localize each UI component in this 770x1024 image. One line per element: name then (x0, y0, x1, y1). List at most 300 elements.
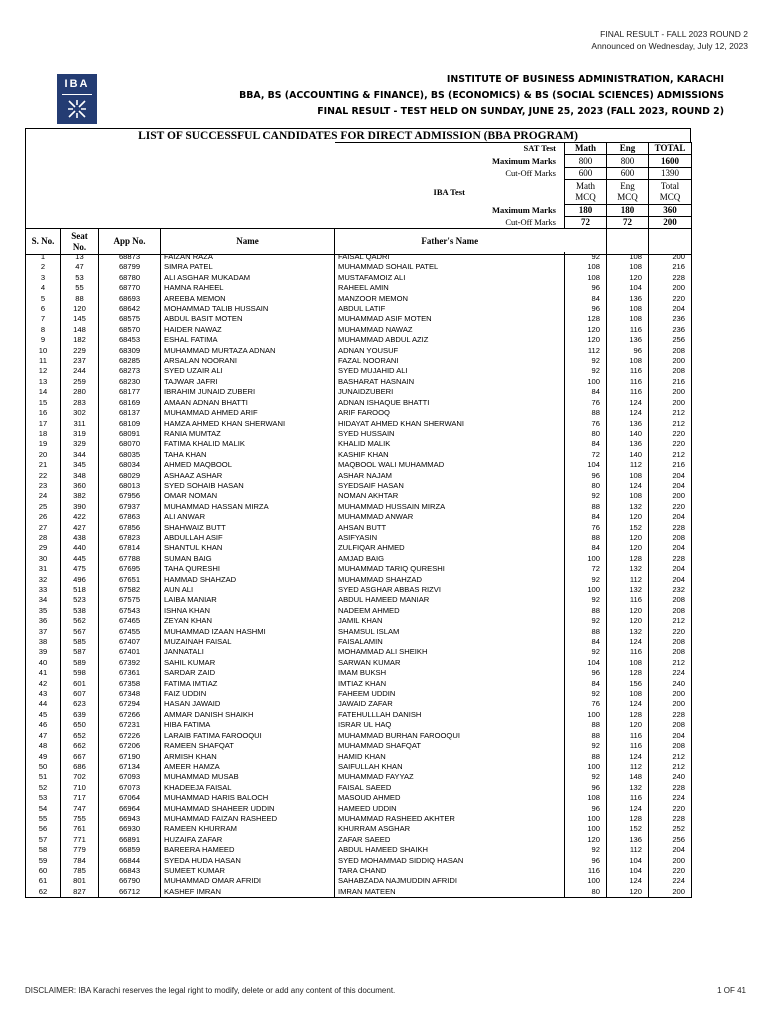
cell-father-name: MUHAMMAD RASHEED AKHTER (335, 814, 565, 824)
cell-math-mcq: 96 (565, 783, 607, 793)
cell-total-mcq: 228 (649, 783, 692, 793)
cell-app-no: 67788 (99, 554, 161, 564)
cell-sno: 45 (26, 710, 61, 720)
cell-eng-mcq: 116 (607, 741, 649, 751)
cell-total-mcq: 212 (649, 762, 692, 772)
cell-seat-no: 686 (61, 762, 99, 772)
col-name-header: Name (161, 229, 335, 255)
cell-sno: 15 (26, 398, 61, 408)
cell-eng-mcq: 108 (607, 491, 649, 501)
cell-total-mcq: 228 (649, 273, 692, 283)
table-row (26, 366, 692, 376)
table-row (26, 814, 692, 824)
cell-total-mcq: 212 (649, 616, 692, 626)
cell-math-mcq: 80 (565, 481, 607, 491)
cell-math-mcq: 84 (565, 294, 607, 304)
cell-math-mcq: 96 (565, 283, 607, 293)
cell-sno: 24 (26, 491, 61, 501)
sat-eng-header: Eng (607, 143, 649, 155)
cell-sno: 51 (26, 772, 61, 782)
cell-name: RANIA MUMTAZ (161, 429, 335, 439)
cell-eng-mcq: 120 (607, 533, 649, 543)
list-title: LIST OF SUCCESSFUL CANDIDATES FOR DIRECT ADMISSION (BBA PROGRAM) (25, 128, 691, 143)
table-row (26, 575, 692, 585)
sat-math-header: Math (565, 143, 607, 155)
cell-math-mcq: 92 (565, 689, 607, 699)
cell-sno: 7 (26, 314, 61, 324)
logo-emblem-icon (67, 99, 87, 119)
page-number: 1 OF 41 (717, 986, 746, 995)
cell-sno: 55 (26, 814, 61, 824)
cell-sno: 20 (26, 450, 61, 460)
table-row (26, 637, 692, 647)
cell-total-mcq: 200 (649, 689, 692, 699)
cell-seat-no: 601 (61, 679, 99, 689)
cell-eng-mcq: 120 (607, 273, 649, 283)
cell-app-no: 68013 (99, 481, 161, 491)
cell-math-mcq: 84 (565, 679, 607, 689)
mcq-eng-header: Eng MCQ (607, 180, 649, 205)
cell-eng-mcq: 132 (607, 783, 649, 793)
table-row (26, 783, 692, 793)
cell-father-name: ISRAR UL HAQ (335, 720, 565, 730)
table-row (26, 512, 692, 522)
score-header-table (25, 142, 692, 255)
col-seat-header: Seat No. (61, 229, 99, 255)
cell-father-name: ABDUL HAMEED SHAIKH (335, 845, 565, 855)
cell-father-name: MUHAMMAD SHAHZAD (335, 575, 565, 585)
cell-name: SIMRA PATEL (161, 262, 335, 272)
cell-app-no: 67863 (99, 512, 161, 522)
sat-math-max: 800 (565, 155, 607, 168)
cell-app-no: 68780 (99, 273, 161, 283)
cell-father-name: MUHAMMAD SOHAIL PATEL (335, 262, 565, 272)
cell-sno: 44 (26, 699, 61, 709)
cell-app-no: 67073 (99, 783, 161, 793)
table-row (26, 772, 692, 782)
cell-name: HAIDER NAWAZ (161, 325, 335, 335)
cell-math-mcq: 104 (565, 658, 607, 668)
sat-total-cutoff: 1390 (649, 168, 692, 180)
cell-math-mcq: 76 (565, 398, 607, 408)
cell-seat-no: 283 (61, 398, 99, 408)
cell-math-mcq: 92 (565, 647, 607, 657)
table-row (26, 460, 692, 470)
table-row (26, 616, 692, 626)
cell-seat-no: 88 (61, 294, 99, 304)
cell-math-mcq: 120 (565, 835, 607, 845)
table-row (26, 856, 692, 866)
table-row (26, 710, 692, 720)
cell-father-name: FATEHULLLAH DANISH (335, 710, 565, 720)
cell-name: ABDUL BASIT MOTEN (161, 314, 335, 324)
cell-sno: 52 (26, 783, 61, 793)
cell-seat-no: 390 (61, 502, 99, 512)
cell-name: HASAN JAWAID (161, 699, 335, 709)
cell-total-mcq: 236 (649, 325, 692, 335)
cell-total-mcq: 228 (649, 710, 692, 720)
cell-app-no: 68230 (99, 377, 161, 387)
cell-name: MUHAMMAD HARIS BALOCH (161, 793, 335, 803)
cell-sno: 23 (26, 481, 61, 491)
cell-app-no: 67814 (99, 543, 161, 553)
cell-name: AUN ALI (161, 585, 335, 595)
cell-father-name: IMAM BUKSH (335, 668, 565, 678)
cell-seat-no: 53 (61, 273, 99, 283)
cell-eng-mcq: 140 (607, 429, 649, 439)
cell-father-name: BASHARAT HASNAIN (335, 377, 565, 387)
cell-app-no: 67348 (99, 689, 161, 699)
cell-math-mcq: 92 (565, 575, 607, 585)
cell-eng-mcq: 108 (607, 356, 649, 366)
cell-name: MUZAINAH FAISAL (161, 637, 335, 647)
cell-seat-no: 55 (61, 283, 99, 293)
cell-total-mcq: 208 (649, 720, 692, 730)
sat-eng-max: 800 (607, 155, 649, 168)
table-row (26, 304, 692, 314)
cell-sno: 38 (26, 637, 61, 647)
cell-app-no: 67407 (99, 637, 161, 647)
table-row (26, 325, 692, 335)
cell-father-name: ASHAR NAJAM (335, 471, 565, 481)
table-row (26, 752, 692, 762)
cell-father-name: JAWAID ZAFAR (335, 699, 565, 709)
table-row (26, 564, 692, 574)
table-row (26, 283, 692, 293)
cell-math-mcq: 76 (565, 699, 607, 709)
cell-total-mcq: 232 (649, 585, 692, 595)
cell-eng-mcq: 128 (607, 554, 649, 564)
cell-math-mcq: 108 (565, 262, 607, 272)
cell-math-mcq: 100 (565, 554, 607, 564)
cell-name: FATIMA IMTIAZ (161, 679, 335, 689)
cell-total-mcq: 212 (649, 752, 692, 762)
cell-sno: 37 (26, 627, 61, 637)
cell-total-mcq: 200 (649, 356, 692, 366)
cell-father-name: SHAMSUL ISLAM (335, 627, 565, 637)
cell-sno: 59 (26, 856, 61, 866)
cell-math-mcq: 92 (565, 252, 607, 262)
cell-math-mcq: 96 (565, 304, 607, 314)
cell-father-name: MASOUD AHMED (335, 793, 565, 803)
cell-father-name: FAISAL SAEED (335, 783, 565, 793)
cell-name: SHAHWAIZ BUTT (161, 523, 335, 533)
cell-app-no: 68035 (99, 450, 161, 460)
cell-father-name: MUSTAFAMOIZ ALI (335, 273, 565, 283)
cell-math-mcq: 80 (565, 887, 607, 898)
cell-sno: 50 (26, 762, 61, 772)
cell-eng-mcq: 136 (607, 335, 649, 345)
cell-sno: 3 (26, 273, 61, 283)
cell-name: MUHAMMAD OMAR AFRIDI (161, 876, 335, 886)
cell-total-mcq: 220 (649, 294, 692, 304)
cell-father-name: JAMIL KHAN (335, 616, 565, 626)
cell-math-mcq: 116 (565, 866, 607, 876)
iba-math-cutoff: 72 (565, 217, 607, 229)
cell-name: ALI ASGHAR MUKADAM (161, 273, 335, 283)
cell-app-no: 68091 (99, 429, 161, 439)
cell-seat-no: 229 (61, 346, 99, 356)
cell-eng-mcq: 116 (607, 793, 649, 803)
table-row (26, 262, 692, 272)
cell-seat-no: 244 (61, 366, 99, 376)
cell-father-name: SYED HUSSAIN (335, 429, 565, 439)
cell-math-mcq: 108 (565, 273, 607, 283)
cell-sno: 47 (26, 731, 61, 741)
cell-eng-mcq: 104 (607, 283, 649, 293)
cell-name: ALI ANWAR (161, 512, 335, 522)
cell-sno: 18 (26, 429, 61, 439)
cell-math-mcq: 88 (565, 502, 607, 512)
cell-sno: 49 (26, 752, 61, 762)
cell-father-name: FAHEEM UDDIN (335, 689, 565, 699)
institute-heading (239, 72, 724, 120)
table-row (26, 627, 692, 637)
cell-math-mcq: 72 (565, 450, 607, 460)
table-row (26, 294, 692, 304)
iba-cutoff-label: Cut-Off Marks (335, 217, 565, 229)
cell-math-mcq: 88 (565, 408, 607, 418)
table-row (26, 731, 692, 741)
cell-seat-no: 360 (61, 481, 99, 491)
cell-father-name: SYED MUJAHID ALI (335, 366, 565, 376)
cell-name: MUHAMMAD FAIZAN RASHEED (161, 814, 335, 824)
cell-father-name: MUHAMMAD FAYYAZ (335, 772, 565, 782)
cell-app-no: 67543 (99, 606, 161, 616)
cell-sno: 40 (26, 658, 61, 668)
iba-max-label: Maximum Marks (335, 205, 565, 217)
cell-seat-no: 120 (61, 304, 99, 314)
cell-eng-mcq: 108 (607, 262, 649, 272)
cell-name: AMMAR DANISH SHAIKH (161, 710, 335, 720)
cell-name: SYED UZAIR ALI (161, 366, 335, 376)
cell-app-no: 66843 (99, 866, 161, 876)
table-row (26, 346, 692, 356)
cell-eng-mcq: 128 (607, 710, 649, 720)
cell-sno: 61 (26, 876, 61, 886)
cell-eng-mcq: 128 (607, 668, 649, 678)
cell-math-mcq: 92 (565, 616, 607, 626)
cell-seat-no: 567 (61, 627, 99, 637)
institute-name: INSTITUTE OF BUSINESS ADMINISTRATION, KARACHI (446, 74, 724, 85)
cell-name: ABDULLAH ASIF (161, 533, 335, 543)
cell-seat-no: 475 (61, 564, 99, 574)
cell-eng-mcq: 124 (607, 481, 649, 491)
cell-app-no: 67134 (99, 762, 161, 772)
cell-seat-no: 440 (61, 543, 99, 553)
cell-father-name: TARA CHAND (335, 866, 565, 876)
cell-eng-mcq: 156 (607, 679, 649, 689)
cell-eng-mcq: 116 (607, 325, 649, 335)
cell-sno: 6 (26, 304, 61, 314)
table-row (26, 554, 692, 564)
cell-total-mcq: 204 (649, 845, 692, 855)
cell-father-name: MUHAMMAD ABDUL AZIZ (335, 335, 565, 345)
cell-app-no: 68575 (99, 314, 161, 324)
cell-name: MUHAMMAD AHMED ARIF (161, 408, 335, 418)
cell-math-mcq: 88 (565, 606, 607, 616)
cell-eng-mcq: 104 (607, 866, 649, 876)
iba-test-label: IBA Test (335, 180, 565, 205)
cell-sno: 35 (26, 606, 61, 616)
cell-name: MUHAMMAD MUSAB (161, 772, 335, 782)
sat-max-label: Maximum Marks (335, 155, 565, 168)
cell-sno: 54 (26, 804, 61, 814)
cell-total-mcq: 200 (649, 398, 692, 408)
cell-total-mcq: 220 (649, 429, 692, 439)
cell-sno: 58 (26, 845, 61, 855)
cell-total-mcq: 208 (649, 647, 692, 657)
cell-father-name: IMTIAZ KHAN (335, 679, 565, 689)
cell-sno: 39 (26, 647, 61, 657)
cell-app-no: 68169 (99, 398, 161, 408)
cell-seat-no: 710 (61, 783, 99, 793)
cell-total-mcq: 200 (649, 387, 692, 397)
cell-father-name: NADEEM AHMED (335, 606, 565, 616)
cell-total-mcq: 204 (649, 512, 692, 522)
table-row (26, 824, 692, 834)
cell-math-mcq: 76 (565, 523, 607, 533)
cell-name: SYEDA HUDA HASAN (161, 856, 335, 866)
cell-app-no: 67266 (99, 710, 161, 720)
cell-father-name: AHSAN BUTT (335, 523, 565, 533)
cell-sno: 1 (26, 252, 61, 262)
cell-eng-mcq: 112 (607, 575, 649, 585)
table-row (26, 356, 692, 366)
cell-name: SARDAR ZAID (161, 668, 335, 678)
cell-total-mcq: 200 (649, 856, 692, 866)
cell-total-mcq: 256 (649, 335, 692, 345)
cell-sno: 26 (26, 512, 61, 522)
sat-cutoff-label: Cut-Off Marks (335, 168, 565, 180)
cell-math-mcq: 92 (565, 772, 607, 782)
cell-math-mcq: 100 (565, 585, 607, 595)
cell-name: AMAAN ADNAN BHATTI (161, 398, 335, 408)
cell-math-mcq: 88 (565, 533, 607, 543)
cell-math-mcq: 80 (565, 429, 607, 439)
table-row (26, 699, 692, 709)
cell-total-mcq: 220 (649, 502, 692, 512)
cell-eng-mcq: 108 (607, 689, 649, 699)
table-row (26, 471, 692, 481)
cell-name: OMAR NOMAN (161, 491, 335, 501)
col-sno-header: S. No. (26, 229, 61, 255)
cell-father-name: HAMEED UDDIN (335, 804, 565, 814)
cell-eng-mcq: 112 (607, 845, 649, 855)
cell-eng-mcq: 124 (607, 804, 649, 814)
table-row (26, 658, 692, 668)
cell-name: TAHA QURESHI (161, 564, 335, 574)
cell-eng-mcq: 104 (607, 856, 649, 866)
cell-eng-mcq: 124 (607, 699, 649, 709)
cell-total-mcq: 208 (649, 637, 692, 647)
cell-math-mcq: 120 (565, 325, 607, 335)
cell-total-mcq: 252 (649, 824, 692, 834)
cell-total-mcq: 212 (649, 419, 692, 429)
cell-eng-mcq: 124 (607, 398, 649, 408)
cell-sno: 36 (26, 616, 61, 626)
cell-father-name: ARIF FAROOQ (335, 408, 565, 418)
table-row (26, 845, 692, 855)
cell-seat-no: 345 (61, 460, 99, 470)
cell-math-mcq: 96 (565, 804, 607, 814)
cell-app-no: 67937 (99, 502, 161, 512)
cell-sno: 53 (26, 793, 61, 803)
cell-eng-mcq: 120 (607, 606, 649, 616)
cell-sno: 43 (26, 689, 61, 699)
cell-math-mcq: 100 (565, 876, 607, 886)
cell-name: AHMED MAQBOOL (161, 460, 335, 470)
cell-math-mcq: 100 (565, 377, 607, 387)
cell-total-mcq: 208 (649, 533, 692, 543)
cell-name: ZEYAN KHAN (161, 616, 335, 626)
cell-father-name: MUHAMMAD NAWAZ (335, 325, 565, 335)
cell-seat-no: 319 (61, 429, 99, 439)
cell-name: HAMMAD SHAHZAD (161, 575, 335, 585)
cell-sno: 8 (26, 325, 61, 335)
cell-total-mcq: 212 (649, 408, 692, 418)
cell-seat-no: 259 (61, 377, 99, 387)
cell-name: FAIZ UDDIN (161, 689, 335, 699)
cell-eng-mcq: 136 (607, 419, 649, 429)
cell-app-no: 66844 (99, 856, 161, 866)
cell-eng-mcq: 116 (607, 595, 649, 605)
cell-seat-no: 518 (61, 585, 99, 595)
table-row (26, 887, 692, 898)
cell-app-no: 68285 (99, 356, 161, 366)
cell-name: FATIMA KHALID MALIK (161, 439, 335, 449)
cell-math-mcq: 100 (565, 762, 607, 772)
cell-app-no: 67651 (99, 575, 161, 585)
cell-name: FAIZAN RAZA (161, 252, 335, 262)
cell-seat-no: 445 (61, 554, 99, 564)
iba-math-max: 180 (565, 205, 607, 217)
cell-sno: 21 (26, 460, 61, 470)
cell-app-no: 67401 (99, 647, 161, 657)
cell-father-name: FAZAL NOORANI (335, 356, 565, 366)
cell-seat-no: 13 (61, 252, 99, 262)
cell-name: ESHAL FATIMA (161, 335, 335, 345)
table-row (26, 689, 692, 699)
cell-sno: 10 (26, 346, 61, 356)
cell-total-mcq: 228 (649, 523, 692, 533)
cell-name: ASHAAZ ASHAR (161, 471, 335, 481)
table-row (26, 314, 692, 324)
cell-app-no: 67392 (99, 658, 161, 668)
cell-name: TAJWAR JAFRI (161, 377, 335, 387)
cell-math-mcq: 96 (565, 668, 607, 678)
cell-father-name: ZULFIQAR AHMED (335, 543, 565, 553)
table-row (26, 835, 692, 845)
announced-line: Announced on Wednesday, July 12, 2023 (591, 41, 748, 51)
cell-name: LARAIB FATIMA FAROOQUI (161, 731, 335, 741)
cell-seat-no: 538 (61, 606, 99, 616)
cell-father-name: KHURRAM ASGHAR (335, 824, 565, 834)
cell-app-no: 68109 (99, 419, 161, 429)
cell-seat-no: 382 (61, 491, 99, 501)
cell-name: SUMAN BAIG (161, 554, 335, 564)
iba-total-max: 360 (649, 205, 692, 217)
cell-father-name: ZAFAR SAEED (335, 835, 565, 845)
cell-eng-mcq: 152 (607, 824, 649, 834)
cell-eng-mcq: 120 (607, 543, 649, 553)
cell-name: MUHAMMAD HASSAN MIRZA (161, 502, 335, 512)
candidates-table (25, 252, 692, 898)
cell-math-mcq: 92 (565, 366, 607, 376)
cell-app-no: 67206 (99, 741, 161, 751)
cell-seat-no: 607 (61, 689, 99, 699)
cell-eng-mcq: 140 (607, 450, 649, 460)
